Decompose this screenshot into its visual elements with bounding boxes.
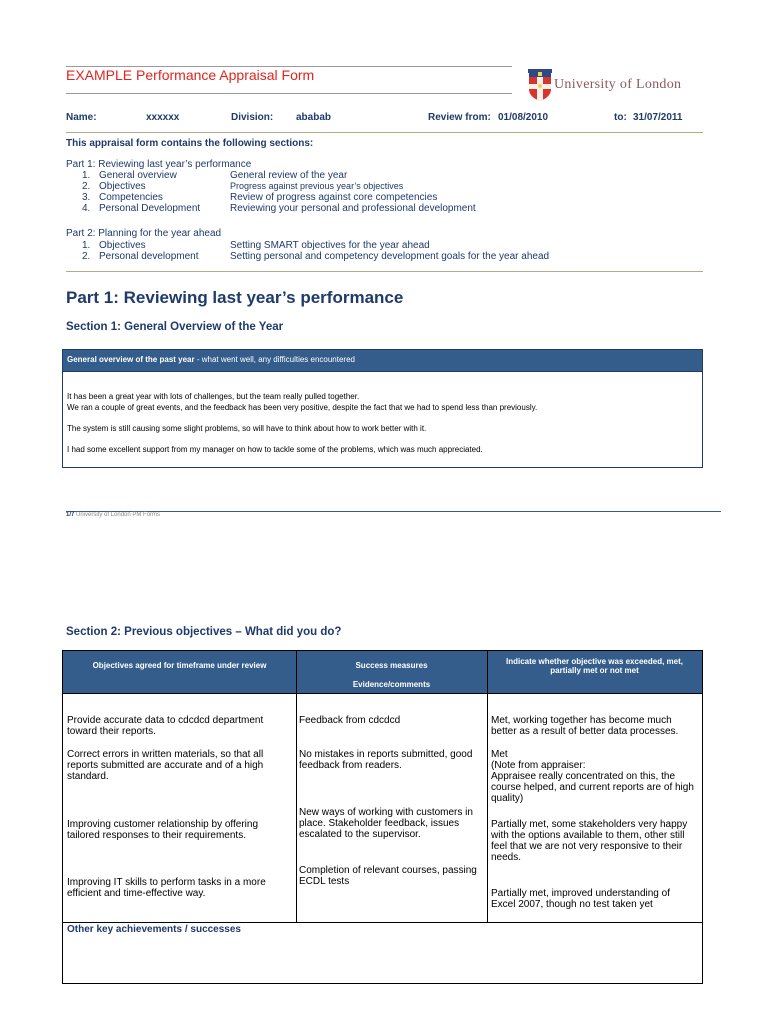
footer-rule <box>66 511 721 512</box>
table-cell-result: Partially met, improved understanding of Excel 2007, though no test taken yet <box>491 888 670 910</box>
part1-heading: Part 1: Reviewing last year’s performance <box>66 288 404 307</box>
list-item-desc: Reviewing your personal and professional development <box>230 203 476 214</box>
page-number: 1/7 <box>66 512 75 518</box>
contents-intro: This appraisal form contains the following sections: <box>66 138 314 149</box>
overview-paragraph: It has been a great year with lots of challenges, but the team really pulled together. <box>67 392 360 401</box>
column-divider <box>487 651 488 922</box>
division-label: Division: <box>231 112 274 123</box>
table-cell-objective: Improving IT skills to perform tasks in a more efficient and time-effective way. <box>67 877 266 899</box>
list-item: 4. Personal Development <box>82 203 201 214</box>
list-item-desc: Progress against previous year’s objectives <box>230 181 404 191</box>
form-title: EXAMPLE Performance Appraisal Form <box>66 67 315 83</box>
table-cell-objective: Improving customer relationship by offering tailored responses to their requirements. <box>67 819 259 841</box>
contents-part1-descriptions <box>230 170 476 214</box>
table-cell-measure: Completion of relevant courses, passing ECDL tests <box>299 865 477 887</box>
page-footer <box>66 512 160 518</box>
table-cell-result: Met (Note from appraiser: Appraisee really concentrated on this, the course helped, and current reports are of high quality) <box>491 749 694 804</box>
overview-body[interactable] <box>63 372 702 455</box>
overview-paragraph: I had some excellent support from my manager on how to tackle some of the problems, which was much appreciated. <box>67 445 483 454</box>
contents-part2-list <box>82 240 199 262</box>
overview-paragraph: We ran a couple of great events, and the feedback has been very positive, despite the fact that we had to spend less than previously. <box>67 403 538 412</box>
list-item: 1. General overview <box>82 170 177 181</box>
table-cell-measure: Feedback from cdcdcd <box>299 715 401 726</box>
list-item-desc: General review of the year <box>230 170 348 181</box>
contents-part2-title: Part 2: Planning for the year ahead <box>66 228 222 239</box>
list-item-desc: Setting personal and competency development goals for the year ahead <box>230 251 550 262</box>
to-value: 31/07/2011 <box>633 112 683 123</box>
col-header-outcome: Indicate whether objective was exceeded, met, partially met or not met <box>506 657 683 675</box>
overview-header: General overview of the past year - what went well, any difficulties encountered <box>63 350 702 372</box>
list-item: 2. Personal development <box>82 251 199 262</box>
university-logo <box>528 69 681 101</box>
overview-box <box>62 349 703 468</box>
achievements-label: Other key achievements / successes <box>67 924 241 935</box>
university-name: University of London <box>554 77 682 92</box>
title-bottom-rule <box>66 93 512 94</box>
table-cell-measure: New ways of working with customers in place. Stakeholder feedback, issues escalated to the supervisor. <box>299 807 473 840</box>
col-header-objectives: Objectives agreed for timeframe under review <box>92 661 267 670</box>
list-item-desc: Setting SMART objectives for the year ahead <box>230 240 430 251</box>
row-divider-line <box>63 922 702 923</box>
name-value: xxxxxx <box>146 112 180 123</box>
header-divider-line <box>63 693 702 694</box>
to-label: to: <box>614 112 627 123</box>
list-item-desc: Review of progress against core competencies <box>230 192 438 203</box>
column-divider <box>296 651 297 922</box>
col-header-success: Success measures Evidence/comments <box>352 661 431 689</box>
overview-paragraph: The system is still causing some slight problems, so will have to think about how to work better with it. <box>67 424 427 433</box>
review-from-value: 01/08/2010 <box>498 112 549 123</box>
contents-part1-list <box>82 170 200 214</box>
review-from-label: Review from: <box>428 112 491 123</box>
objectives-table <box>62 650 703 984</box>
table-cell-objective: Correct errors in written materials, so that all reports submitted are accurate and of a high standard. <box>67 749 264 782</box>
division-value: ababab <box>296 112 332 123</box>
section1-heading: Section 1: General Overview of the Year <box>66 321 284 333</box>
table-cell-objective: Provide accurate data to cdcdcd department toward their reports. <box>67 715 264 737</box>
table-cell-result: Met, working together has become much better as a result of better data processes. <box>491 715 679 737</box>
table-cell-measure: No mistakes in reports submitted, good feedback from readers. <box>299 749 473 771</box>
contents-divider <box>66 271 703 272</box>
name-label: Name: <box>66 112 97 123</box>
crest-icon <box>528 69 552 101</box>
contents-part2-descriptions <box>230 240 549 262</box>
table-cell-result: Partially met, some stakeholders very happy with the options available to them, other still feel that we are not very responsive to their needs. <box>491 819 688 863</box>
contents-part1-title: Part 1: Reviewing last year’s performance <box>66 159 252 170</box>
list-item: 1. Objectives <box>82 240 146 251</box>
header-divider <box>66 132 703 133</box>
list-item: 2. Objectives <box>82 181 146 192</box>
section2-heading: Section 2: Previous objectives – What did you do? <box>66 626 342 638</box>
list-item: 3. Competencies <box>82 192 163 203</box>
footer-text: University of London PM Forms <box>74 512 161 518</box>
